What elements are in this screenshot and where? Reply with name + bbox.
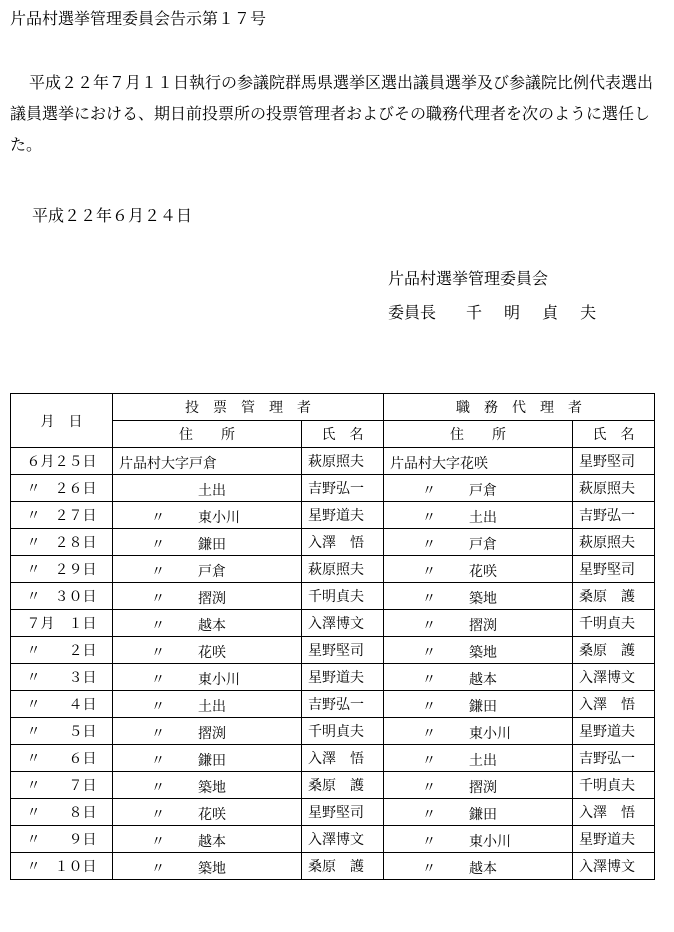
table-row <box>11 853 655 880</box>
manager-name-cell: 入澤 悟 <box>302 529 384 556</box>
ditto-mark: 〃 <box>422 510 436 526</box>
manager-name-cell: 吉野弘一 <box>302 691 384 718</box>
table-row <box>11 745 655 772</box>
ditto-mark: 〃 <box>151 726 165 742</box>
deputy-address-cell <box>384 448 573 475</box>
ditto-mark: 〃 <box>151 753 165 769</box>
deputy-address-cell <box>384 502 573 529</box>
header-deputy: 職 務 代 理 者 <box>384 394 655 421</box>
manager-address: 花咲 <box>198 645 226 661</box>
manager-name-cell: 桑原 護 <box>302 853 384 880</box>
deputy-address-cell <box>384 826 573 853</box>
manager-address-cell <box>113 583 302 610</box>
manager-address-cell <box>113 853 302 880</box>
table-row <box>11 772 655 799</box>
table-row <box>11 718 655 745</box>
signature-name-char: 夫 <box>580 303 597 322</box>
deputy-address-cell <box>384 556 573 583</box>
ditto-mark: 〃 <box>422 564 436 580</box>
manager-address-cell <box>113 448 302 475</box>
manager-name-cell: 入澤博文 <box>302 826 384 853</box>
deputy-address: 戸倉 <box>469 483 497 499</box>
ditto-mark: 〃 <box>151 861 165 877</box>
table-row <box>11 610 655 637</box>
deputy-address-cell <box>384 664 573 691</box>
ditto-mark: 〃 <box>151 672 165 688</box>
deputy-name-cell: 桑原 護 <box>573 583 655 610</box>
manager-address: 摺渕 <box>198 726 226 742</box>
deputy-address: 片品村大字花咲 <box>390 456 488 472</box>
manager-name-cell: 入澤博文 <box>302 610 384 637</box>
manager-name-cell: 星野堅司 <box>302 637 384 664</box>
manager-name-cell: 星野道夫 <box>302 502 384 529</box>
header-manager-name: 氏 名 <box>302 421 384 448</box>
ditto-mark: 〃 <box>422 780 436 796</box>
manager-address-cell <box>113 799 302 826</box>
deputy-address-cell <box>384 853 573 880</box>
date-cell: 〃 ２７日 <box>11 502 113 529</box>
ditto-mark: 〃 <box>151 807 165 823</box>
manager-address-cell <box>113 772 302 799</box>
ditto-mark: 〃 <box>151 537 165 553</box>
ditto-mark: 〃 <box>151 834 165 850</box>
date-cell: 〃 ９日 <box>11 826 113 853</box>
manager-address: 越本 <box>198 618 226 634</box>
deputy-address: 摺渕 <box>469 780 497 796</box>
notice-body <box>10 67 660 160</box>
table-row <box>11 448 655 475</box>
manager-address-cell <box>113 826 302 853</box>
manager-name-cell: 桑原 護 <box>302 772 384 799</box>
deputy-address-cell <box>384 475 573 502</box>
deputy-name-cell: 千明貞夫 <box>573 772 655 799</box>
deputy-address-cell <box>384 799 573 826</box>
deputy-name-cell: 入澤博文 <box>573 664 655 691</box>
deputy-address: 築地 <box>469 591 497 607</box>
signature-line <box>388 300 596 323</box>
manager-address: 鎌田 <box>198 537 226 553</box>
manager-name-cell: 千明貞夫 <box>302 718 384 745</box>
deputy-name-cell: 吉野弘一 <box>573 745 655 772</box>
deputy-address: 築地 <box>469 645 497 661</box>
ditto-mark: 〃 <box>422 591 436 607</box>
manager-name-cell: 入澤 悟 <box>302 745 384 772</box>
manager-address: 東小川 <box>198 672 240 688</box>
date-cell: 〃 ３日 <box>11 664 113 691</box>
deputy-name-cell: 星野道夫 <box>573 718 655 745</box>
manager-address: 摺渕 <box>198 591 226 607</box>
table-row <box>11 826 655 853</box>
manager-address-cell <box>113 529 302 556</box>
date-cell: 〃 ２９日 <box>11 556 113 583</box>
deputy-name-cell: 吉野弘一 <box>573 502 655 529</box>
ditto-mark: 〃 <box>422 753 436 769</box>
deputy-name-cell: 入澤博文 <box>573 853 655 880</box>
date-cell: 〃 １０日 <box>11 853 113 880</box>
deputy-address: 越本 <box>469 672 497 688</box>
deputy-address: 鎌田 <box>469 699 497 715</box>
table-row <box>11 529 655 556</box>
signature-name-char: 千 <box>466 303 483 322</box>
deputy-address: 摺渕 <box>469 618 497 634</box>
manager-address-cell <box>113 610 302 637</box>
deputy-name-cell: 千明貞夫 <box>573 610 655 637</box>
table-row <box>11 637 655 664</box>
signature-name-char: 貞 <box>542 303 559 322</box>
date-cell: 〃 ６日 <box>11 745 113 772</box>
manager-address-cell <box>113 556 302 583</box>
ditto-mark: 〃 <box>151 591 165 607</box>
date-cell: 〃 ２日 <box>11 637 113 664</box>
manager-address-cell <box>113 475 302 502</box>
manager-address-cell <box>113 718 302 745</box>
manager-address-cell <box>113 664 302 691</box>
manager-address: 築地 <box>198 861 226 877</box>
manager-address-cell <box>113 637 302 664</box>
deputy-address: 戸倉 <box>469 537 497 553</box>
notice-date: 平成２２年６月２４日 <box>32 206 193 225</box>
signature-name-char: 明 <box>504 303 521 322</box>
signature-role: 委員長 <box>388 303 437 322</box>
ditto-mark: 〃 <box>422 834 436 850</box>
header-deputy-address: 住 所 <box>384 421 573 448</box>
table-row <box>11 583 655 610</box>
manager-address-cell <box>113 745 302 772</box>
deputy-name-cell: 入澤 悟 <box>573 691 655 718</box>
ditto-mark: 〃 <box>422 537 436 553</box>
deputy-address-cell <box>384 529 573 556</box>
deputy-address: 土出 <box>469 753 497 769</box>
date-cell: 〃 ４日 <box>11 691 113 718</box>
table-row <box>11 691 655 718</box>
manager-address-cell <box>113 691 302 718</box>
deputy-name-cell: 入澤 悟 <box>573 799 655 826</box>
deputy-name-cell: 星野道夫 <box>573 826 655 853</box>
deputy-name-cell: 萩原照夫 <box>573 475 655 502</box>
notice-title: 片品村選挙管理委員会告示第１７号 <box>10 9 267 28</box>
deputy-address-cell <box>384 718 573 745</box>
deputy-address-cell <box>384 691 573 718</box>
ditto-mark: 〃 <box>151 699 165 715</box>
manager-name-cell: 星野道夫 <box>302 664 384 691</box>
manager-address: 戸倉 <box>198 564 226 580</box>
schedule-table <box>10 393 655 880</box>
ditto-mark: 〃 <box>422 807 436 823</box>
date-cell: 〃 ２８日 <box>11 529 113 556</box>
deputy-address-cell <box>384 583 573 610</box>
deputy-name-cell: 桑原 護 <box>573 637 655 664</box>
signature-organization: 片品村選挙管理委員会 <box>388 269 549 288</box>
date-cell: ７月 １日 <box>11 610 113 637</box>
date-cell: 〃 ５日 <box>11 718 113 745</box>
manager-name-cell: 星野堅司 <box>302 799 384 826</box>
deputy-name-cell: 星野堅司 <box>573 556 655 583</box>
table-row <box>11 556 655 583</box>
date-cell: ６月２５日 <box>11 448 113 475</box>
manager-address: 片品村大字戸倉 <box>119 456 217 472</box>
deputy-address-cell <box>384 610 573 637</box>
manager-name-cell: 萩原照夫 <box>302 448 384 475</box>
deputy-name-cell: 星野堅司 <box>573 448 655 475</box>
deputy-address: 花咲 <box>469 564 497 580</box>
header-deputy-name: 氏 名 <box>573 421 655 448</box>
deputy-address-cell <box>384 637 573 664</box>
deputy-address: 越本 <box>469 861 497 877</box>
manager-address: 花咲 <box>198 807 226 823</box>
notice-body-text: 平成２２年７月１１日執行の参議院群馬県選挙区選出議員選挙及び参議院比例代表選出議員選挙における、期日前投票所の投票管理者およびその職務代理者を次のように選任した。 <box>10 73 654 154</box>
date-cell: 〃 ２６日 <box>11 475 113 502</box>
table-row <box>11 664 655 691</box>
ditto-mark: 〃 <box>151 510 165 526</box>
deputy-address: 東小川 <box>469 726 511 742</box>
ditto-mark: 〃 <box>422 672 436 688</box>
ditto-mark: 〃 <box>151 780 165 796</box>
deputy-address: 土出 <box>469 510 497 526</box>
table-row <box>11 799 655 826</box>
deputy-address-cell <box>384 772 573 799</box>
date-cell: 〃 ７日 <box>11 772 113 799</box>
ditto-mark: 〃 <box>422 726 436 742</box>
table-row <box>11 475 655 502</box>
manager-name-cell: 萩原照夫 <box>302 556 384 583</box>
header-date: 月 日 <box>11 394 113 448</box>
deputy-address-cell <box>384 745 573 772</box>
ditto-mark: 〃 <box>422 645 436 661</box>
ditto-mark: 〃 <box>422 618 436 634</box>
ditto-mark: 〃 <box>422 861 436 877</box>
manager-address: 土出 <box>198 483 226 499</box>
date-cell: 〃 ８日 <box>11 799 113 826</box>
manager-name-cell: 千明貞夫 <box>302 583 384 610</box>
deputy-name-cell: 萩原照夫 <box>573 529 655 556</box>
manager-address: 越本 <box>198 834 226 850</box>
manager-address: 築地 <box>198 780 226 796</box>
deputy-address: 東小川 <box>469 834 511 850</box>
header-manager: 投 票 管 理 者 <box>113 394 384 421</box>
manager-address-cell <box>113 502 302 529</box>
ditto-mark: 〃 <box>151 564 165 580</box>
manager-name-cell: 吉野弘一 <box>302 475 384 502</box>
manager-address: 東小川 <box>198 510 240 526</box>
ditto-mark: 〃 <box>151 618 165 634</box>
ditto-mark: 〃 <box>151 645 165 661</box>
deputy-address: 鎌田 <box>469 807 497 823</box>
header-manager-address: 住 所 <box>113 421 302 448</box>
manager-address: 土出 <box>198 699 226 715</box>
ditto-mark: 〃 <box>422 483 436 499</box>
ditto-mark: 〃 <box>422 699 436 715</box>
table-row <box>11 502 655 529</box>
manager-address: 鎌田 <box>198 753 226 769</box>
date-cell: 〃 ３０日 <box>11 583 113 610</box>
